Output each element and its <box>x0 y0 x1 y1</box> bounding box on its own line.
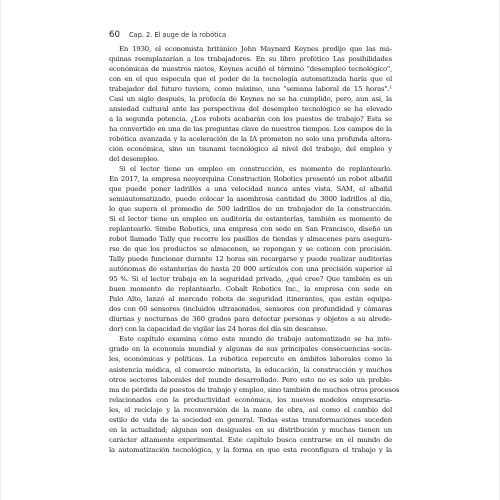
text-line: En 2017, la empresa neoyorquina Construction Robotics presentó un robot albañil <box>109 175 392 184</box>
text-line: ansiedad cultural ante las perspectivas del desempleo tecnológico se ha elevado <box>109 105 392 114</box>
text-line: económicas de nuestros nietos, Keynes acuñó el término "desempleo tecnológico", <box>109 65 392 74</box>
text-line: grado en la economía mundial y algunas de sus principales consecuencias socia- <box>109 345 392 354</box>
text-line: relacionados con la productividad económica, los nuevos modelos empresaria- <box>109 395 392 404</box>
text-line: Casi un siglo después, la profecía de Keynes no se ha cumplido, pero, aun así, la <box>109 95 392 104</box>
text-line: rse de que los productos se almacenen, se repongan y se coticen con precisión. <box>109 245 392 254</box>
text-line: estilo de vida de la sociedad en general. Todas estas transformaciones suceden <box>109 415 392 424</box>
text-line: Si el lector tiene un empleo en auditoría de estanterías, también es momento de <box>109 215 392 224</box>
page-header <box>109 30 226 44</box>
text-line: ma de pérdida de puestos de trabajo y empleo, sino también de muchos otros procesos <box>109 385 400 394</box>
text-line: Si el lector tiene un empleo en construcción, es momento de replantearlo. <box>119 165 392 174</box>
text-line: trabajador del futuro tuviera, como máximo, una "semana laboral de 15 horas".¹ <box>109 85 392 94</box>
text-line: dor) con la capacidad de vigilar las 24 horas del día sin descanso. <box>109 325 328 334</box>
running-head: Cap. 2. El auge de la robótica <box>128 31 227 39</box>
text-line: buen momento de replantearlo. Cobalt Robotics Inc., la empresa con sede en <box>109 285 392 294</box>
text-line: replantearlo. Simbe Robotics, una empresa con sede en San Francisco, diseñó un <box>109 225 392 234</box>
text-line: dos con 60 sensores (incluidos ultrasonidos, sensores con profundidad y cámaras <box>109 305 392 314</box>
text-line: ción económica, sino un tsunami tecnológico al nivel del trabajo, del empleo y <box>109 145 392 154</box>
text-line: carácter altamente experimental. Este capítulo busca centrarse en el mundo de <box>109 435 392 444</box>
text-line: del desempleo. <box>109 155 160 164</box>
page-number: 60 <box>109 30 120 40</box>
text-line: ha convertido en una de las preguntas clave de nuestros tiempos. Los campos de la <box>109 125 392 134</box>
text-line: lo que supera el promedio de 500 ladrillos de un trabajador de la construcción. <box>109 205 392 214</box>
text-line: la automatización tecnológica, y la forma en que esta reconfigura el trabajo y la <box>109 445 392 454</box>
text-line: 95 %. Si el lector trabaja en la seguridad privada, ¿qué cree? Que también es un <box>109 275 392 284</box>
text-line: les, económicas y políticas. La robótica repercute en ámbitos laborales como la <box>109 355 392 364</box>
text-line: en la actualidad; algunas son desiguales en su distribución y muchas tienen un <box>109 425 392 434</box>
text-line: diurnas y nocturnas de 360 grados para detectar personas y objetos a su alrede- <box>109 315 392 324</box>
text-line: Este capítulo examina cómo este mundo de trabajo automatizado se ha inte- <box>119 335 392 344</box>
text-line: robótica avanzada y la aceleración de la IA prometen no solo una profunda altera- <box>109 135 392 144</box>
text-line: semiautomatizado, puede colocar la asombrosa cantidad de 3000 ladrillos al día, <box>109 195 392 204</box>
text-line: Palo Alto, lanzó al mercado robots de seguridad itinerantes, que están equipa- <box>109 295 392 304</box>
text-line: robot llamado Tally que recorre los pasillos de tiendas y almacenes para asegura- <box>109 235 392 244</box>
text-line: con en el que especula que el poder de la tecnología automatizada haría que el <box>109 75 392 84</box>
text-line: asistencia médica, el comercio minorista, la educación, la construcción y muchos <box>109 365 392 374</box>
text-line: quinas reemplazarían a los trabajadores. En su libro profético Las posibilidades <box>109 55 392 64</box>
text-line: Tally puede funcionar durante 12 horas sin recargarse y puede realizar auditorías <box>109 255 392 264</box>
body-text <box>109 44 400 455</box>
text-line: les, el reciclaje y la reconversión de la mano de obra, así como el cambio del <box>109 405 392 414</box>
text-line: que puede poner ladrillos a una velocidad nunca antes vista. SAM, el albañil <box>109 185 392 194</box>
text-line: En 1930, el economista británico John Maynard Keynes predijo que las má- <box>119 45 392 53</box>
text-line: otros sectores laborales del mundo desarrollado. Pero esto no es solo un proble- <box>109 375 392 384</box>
text-line: autónomas de estanterías de hasta 20 000 artículos con una precisión superior al <box>109 265 392 274</box>
text-line: a la segunda potencia. ¿Los robots acabarán con los puestos de trabajo? Esta se <box>109 115 392 124</box>
